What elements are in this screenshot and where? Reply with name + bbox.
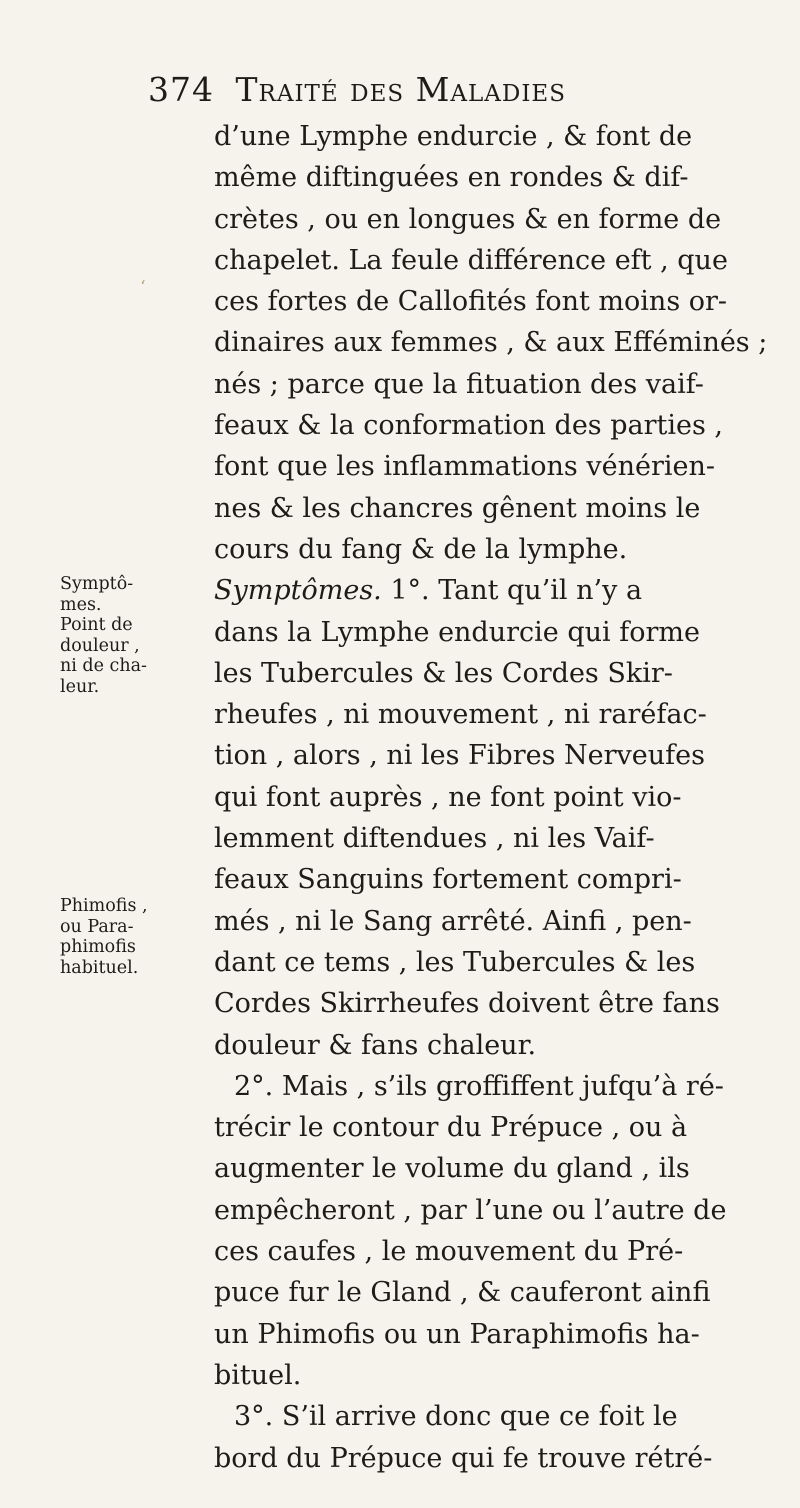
text-line: dans la Lymphe endurcie qui forme: [214, 616, 700, 648]
text-line: cours du fang & de la lymphe.: [214, 533, 628, 565]
section-heading-symptomes: Symptômes.: [214, 575, 382, 607]
text-line: un Phimofis ou un Paraphimofis ha-: [214, 1318, 700, 1350]
text-line: douleur & fans chaleur.: [214, 1029, 537, 1061]
text-line: Symptômes. 1°. Tant qu’il n’y a: [214, 575, 643, 607]
text-line: 3°. S’il arrive donc que ce foit le: [234, 1401, 678, 1433]
page-number: 374: [148, 70, 214, 109]
text-line: d’une Lymphe endurcie , & font de: [214, 121, 693, 152]
body-text: [214, 116, 769, 1479]
running-header: [148, 70, 566, 109]
margin-note-line: phimofis: [60, 937, 136, 957]
margin-note-line: Symptô-: [60, 574, 134, 594]
text-line: ces caufes , le mouvement du Pré-: [214, 1236, 684, 1268]
text-line: même diftinguées en rondes & dif-: [214, 162, 689, 194]
text-line: nes & les chancres gênent moins le: [214, 492, 701, 524]
margin-note-line: habituel.: [60, 957, 139, 978]
text-line: 2°. Mais , s’ils groffiffent jufqu’à ré-: [234, 1070, 724, 1102]
text-line: lemment diftendues , ni les Vaif-: [214, 823, 655, 855]
margin-note-line: douleur ,: [60, 635, 140, 656]
text-line: puce fur le Gland , & cauferont ainfi: [214, 1277, 711, 1309]
text-line: augmenter le volume du gland , ils: [214, 1153, 690, 1185]
text-line: trécir le contour du Prépuce , ou à: [214, 1112, 688, 1144]
margin-note-phimosis: [60, 896, 210, 978]
text-line: bituel.: [214, 1359, 302, 1391]
text-line: qui font auprès , ne font point vio-: [214, 781, 682, 813]
running-title: Traité des Maladies: [235, 70, 566, 109]
text-line: dant ce tems , les Tubercules & les: [214, 946, 696, 978]
text-line: dinaires aux femmes , & aux Efféminés ;: [214, 327, 768, 359]
text-line: ces fortes de Callofités font moins or-: [214, 286, 728, 318]
text-line: nés ; parce que la fituation des vaif-: [214, 368, 704, 400]
text-line: chapelet. La feule différence eft , que: [214, 244, 728, 276]
text-line: tion , alors , ni les Fibres Nerveufes: [214, 740, 705, 772]
text-line: les Tubercules & les Cordes Skir-: [214, 657, 673, 689]
text-line: més , ni le Sang arrêté. Ainfi , pen-: [214, 905, 692, 937]
text-line: font que les inflammations vénérien-: [214, 451, 715, 483]
text-line: feaux Sanguins fortement compri-: [214, 864, 682, 896]
margin-note-line: ou Para-: [60, 916, 134, 937]
text-line: empêcheront , par l’une ou l’autre de: [214, 1194, 727, 1226]
text-line: Cordes Skirrheufes doivent être fans: [214, 988, 720, 1020]
margin-note-line: Point de: [60, 615, 133, 635]
margin-note-line: ni de cha-: [60, 656, 147, 676]
margin-note-line: leur.: [60, 676, 100, 697]
text-line: crètes , ou en longues & en forme de: [214, 203, 722, 235]
margin-note-line: Phimofis ,: [60, 896, 148, 916]
margin-note-symptoms: [60, 574, 210, 697]
paper-speck: ʻ: [140, 277, 146, 298]
margin-note-line: mes.: [60, 594, 102, 615]
text-line: feaux & la conformation des parties ,: [214, 410, 724, 442]
text-line: rheufes , ni mouvement , ni raréfac-: [214, 699, 707, 731]
text-line: bord du Prépuce qui fe trouve rétré-: [214, 1442, 713, 1474]
